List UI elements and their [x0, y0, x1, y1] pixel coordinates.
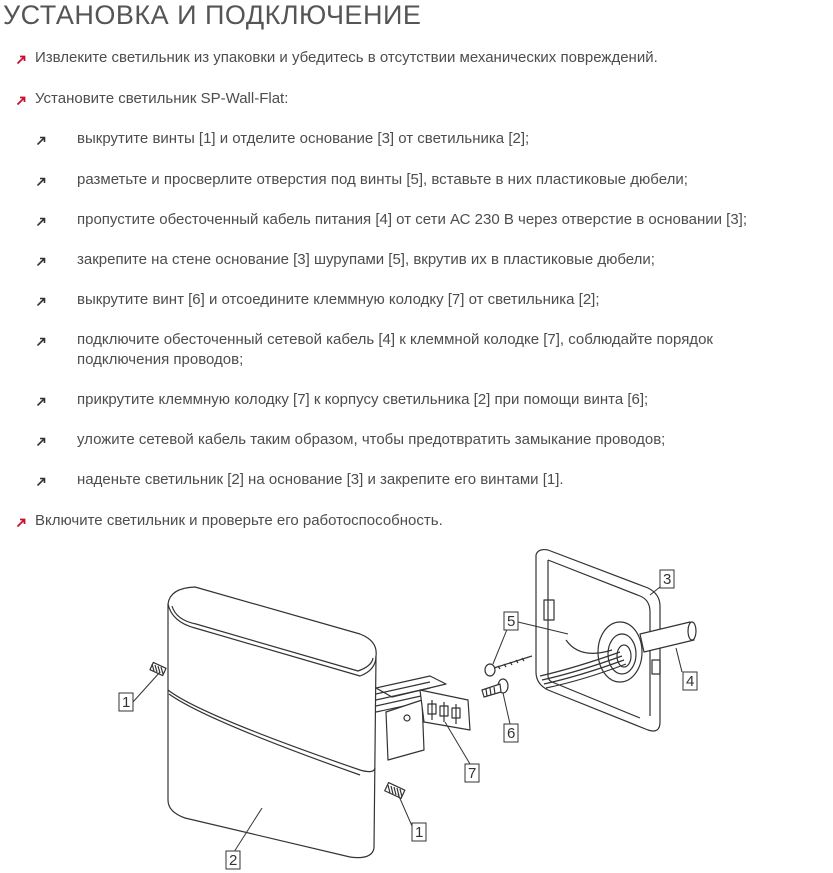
- luminaire-body: [168, 587, 376, 858]
- arrow-bullet-icon: [37, 477, 46, 486]
- substep-6: подключите обесточенный сетевой кабель [4] к клеммной колодке [7], соблюдайте порядок: [77, 331, 713, 348]
- substep-4: закрепите на стене основание [3] шурупами [5], вкрутив их в пластиковые дюбели;: [77, 251, 655, 268]
- step-1: Извлеките светильник из упаковки и убедитесь в отсутствии механических повреждений.: [35, 49, 658, 66]
- callout-label-5: 5: [507, 613, 516, 630]
- arrow-bullet-icon: [37, 177, 46, 186]
- substep-6-continued: подключения проводов;: [77, 351, 244, 368]
- callout-label-1: 1: [122, 694, 131, 711]
- arrow-bullet-icon: [37, 297, 46, 306]
- callout-label-4: 4: [686, 673, 695, 690]
- arrow-bullet-icon: [37, 217, 46, 226]
- screw-6: [482, 679, 508, 697]
- arrow-bullet-icon: [37, 397, 46, 406]
- bracket-and-terminal-block: [376, 676, 470, 760]
- assembly-diagram: [0, 540, 833, 873]
- callout-label-3: 3: [663, 571, 672, 588]
- arrow-bullet-icon: [37, 337, 46, 346]
- red-arrow-bullet-icon: [17, 518, 26, 527]
- red-arrow-bullet-icon: [17, 55, 26, 64]
- substep-1: выкрутите винты [1] и отделите основание [3] от светильника [2];: [77, 130, 530, 147]
- substep-7: прикрутите клеммную колодку [7] к корпусу светильника [2] при помощи винта [6];: [77, 391, 649, 408]
- substep-5: выкрутите винт [6] и отсоедините клеммную колодку [7] от светильника [2];: [77, 291, 600, 308]
- callout-label-2: 2: [229, 852, 238, 869]
- screw-1-bottom: [385, 783, 405, 799]
- substep-3: пропустите обесточенный кабель питания [4] от сети АС 230 В через отверстие в основании [3];: [77, 211, 748, 228]
- substep-9: наденьте светильник [2] на основание [3] и закрепите его винтами [1].: [77, 471, 564, 488]
- page-title: УСТАНОВКА И ПОДКЛЮЧЕНИЕ: [3, 0, 422, 30]
- step-2: Установите светильник SP-Wall-Flat:: [35, 90, 289, 107]
- callout-label-1-bottom: 1: [415, 824, 424, 841]
- arrow-bullet-icon: [37, 437, 46, 446]
- substep-8: уложите сетевой кабель таким образом, чтобы предотвратить замыкание проводов;: [77, 431, 666, 448]
- callout-label-7: 7: [468, 765, 477, 782]
- substep-2: разметьте и просверлите отверстия под винты [5], вставьте в них пластиковые дюбели;: [77, 171, 688, 188]
- arrow-bullet-icon: [37, 136, 46, 145]
- final-step: Включите светильник и проверьте его работоспособность.: [35, 512, 443, 529]
- arrow-bullet-icon: [37, 257, 46, 266]
- callout-label-6: 6: [507, 725, 516, 742]
- red-arrow-bullet-icon: [17, 96, 26, 105]
